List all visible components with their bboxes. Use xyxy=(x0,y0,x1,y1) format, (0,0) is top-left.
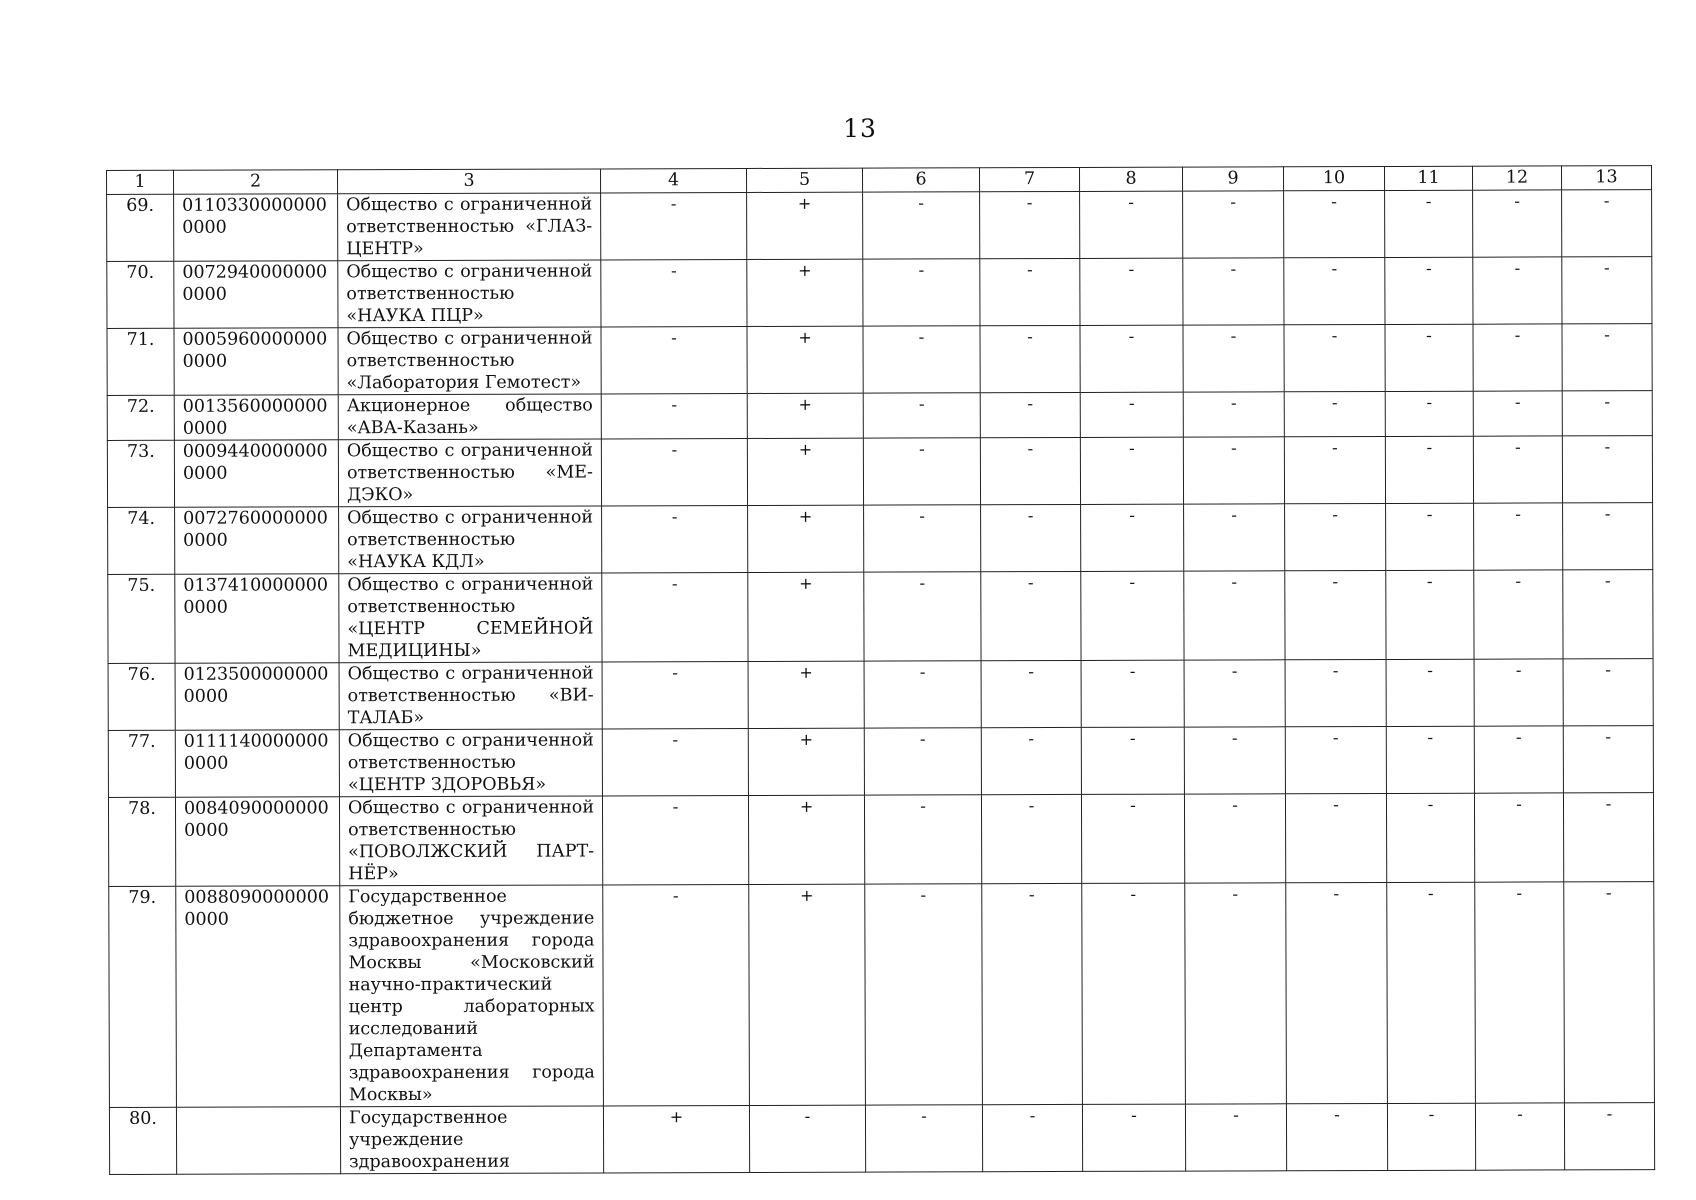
mark-cell: - xyxy=(1286,882,1388,1103)
mark-cell: - xyxy=(1564,882,1655,1103)
mark-cell: - xyxy=(601,438,747,505)
column-header: 5 xyxy=(746,168,862,192)
mark-cell: + xyxy=(748,572,864,661)
table-row xyxy=(108,726,1653,798)
mark-cell: - xyxy=(601,192,747,259)
mark-cell: - xyxy=(981,660,1081,727)
mark-cell: + xyxy=(747,326,863,393)
mark-cell: - xyxy=(1564,1103,1654,1170)
mark-cell: - xyxy=(601,259,747,326)
column-header: 8 xyxy=(1079,167,1182,191)
mark-cell: - xyxy=(863,438,980,505)
mark-cell: - xyxy=(1473,324,1562,391)
organization-name: Государственное учреждение здравоохранения xyxy=(340,1106,603,1174)
registry-code: 0009440000000 0000 xyxy=(174,440,338,508)
row-number: 75. xyxy=(108,574,175,663)
row-number: 70. xyxy=(107,261,174,328)
registry-code: 0005960000000 0000 xyxy=(174,328,338,396)
mark-cell: - xyxy=(602,795,748,884)
mark-cell: - xyxy=(1473,190,1562,257)
mark-cell: - xyxy=(1473,391,1562,436)
organization-name: Общество с ограниченной ответственностью «НАУКА КДЛ» xyxy=(339,506,602,574)
mark-cell: - xyxy=(1386,503,1474,570)
mark-cell: - xyxy=(1080,437,1183,504)
mark-cell: - xyxy=(865,884,983,1105)
mark-cell: - xyxy=(1285,659,1386,726)
column-header: 9 xyxy=(1182,167,1283,191)
column-header: 6 xyxy=(862,168,979,192)
column-header: 3 xyxy=(338,169,601,194)
mark-cell: - xyxy=(1473,436,1562,503)
mark-cell: + xyxy=(748,505,864,572)
row-number: 72. xyxy=(107,395,174,440)
row-number: 74. xyxy=(108,507,175,574)
mark-cell: - xyxy=(981,571,1081,660)
row-number: 73. xyxy=(107,440,174,507)
mark-cell: - xyxy=(863,259,980,326)
mark-cell: - xyxy=(1386,793,1474,882)
table-row xyxy=(107,436,1652,508)
mark-cell: - xyxy=(602,505,748,572)
column-header: 4 xyxy=(600,168,746,192)
mark-cell: - xyxy=(1183,437,1284,504)
table-row xyxy=(109,882,1655,1108)
table-row xyxy=(107,324,1652,396)
mark-cell: - xyxy=(1563,726,1653,793)
mark-cell: - xyxy=(1081,571,1184,660)
registry-code: 0072760000000 0000 xyxy=(175,507,339,575)
mark-cell: - xyxy=(1562,257,1652,324)
mark-cell: - xyxy=(1183,392,1284,437)
mark-cell: - xyxy=(864,661,981,728)
mark-cell: - xyxy=(1563,570,1653,659)
mark-cell: - xyxy=(1081,504,1184,571)
mark-cell: - xyxy=(864,728,981,795)
mark-cell: - xyxy=(1563,793,1653,882)
mark-cell: - xyxy=(1183,258,1284,325)
mark-cell: - xyxy=(749,1105,865,1172)
row-number: 78. xyxy=(108,797,175,886)
mark-cell: - xyxy=(981,504,1081,571)
mark-cell: - xyxy=(1184,727,1285,794)
mark-cell: - xyxy=(1386,570,1474,659)
mark-cell: - xyxy=(863,192,980,259)
registry-code: 0013560000000 0000 xyxy=(174,395,338,441)
mark-cell: - xyxy=(1385,257,1473,324)
mark-cell: - xyxy=(1185,1104,1286,1171)
mark-cell: - xyxy=(1080,191,1183,258)
column-header: 10 xyxy=(1283,166,1384,190)
mark-cell: + xyxy=(748,661,864,728)
mark-cell: - xyxy=(1563,659,1653,726)
mark-cell: - xyxy=(981,727,1081,794)
mark-cell: - xyxy=(1285,793,1386,882)
registry-code: 0123500000000 0000 xyxy=(175,663,339,731)
row-number: 71. xyxy=(107,328,174,395)
mark-cell: + xyxy=(747,393,863,438)
mark-cell: - xyxy=(1080,392,1183,437)
row-number: 76. xyxy=(108,663,175,730)
organization-name: Общество с ограниченной ответственностью «ГЛАЗ-ЦЕНТР» xyxy=(338,193,601,261)
organization-name: Государственное бюджетное учреждение здравоохранения города Москвы «Московский научно-практический центр лабораторных исследований Департамента здравоохранения города Москвы» xyxy=(340,885,604,1107)
column-header: 13 xyxy=(1561,166,1651,190)
mark-cell: - xyxy=(1562,190,1652,257)
mark-cell: - xyxy=(1284,391,1385,436)
mark-cell: - xyxy=(1474,503,1563,570)
registry-code: 0072940000000 0000 xyxy=(174,261,338,329)
registry-code: 0084090000000 0000 xyxy=(175,797,339,887)
mark-cell: - xyxy=(982,883,1083,1104)
row-number: 77. xyxy=(108,730,175,797)
mark-cell: - xyxy=(602,728,748,795)
mark-cell: - xyxy=(981,794,1081,883)
row-number: 80. xyxy=(109,1107,176,1174)
mark-cell: - xyxy=(1184,660,1285,727)
mark-cell: - xyxy=(982,1104,1082,1171)
mark-cell: - xyxy=(1473,257,1562,324)
organization-name: Общество с ограниченной ответственностью «НАУКА ПЦР» xyxy=(338,260,601,328)
mark-cell: - xyxy=(1563,503,1653,570)
organization-name: Общество с ограниченной ответственностью «ЦЕНТР ЗДОРОВЬЯ» xyxy=(339,729,602,797)
mark-cell: + xyxy=(603,1105,749,1172)
mark-cell: + xyxy=(747,192,863,259)
table-row xyxy=(108,659,1653,731)
mark-cell: + xyxy=(747,438,863,505)
row-number: 69. xyxy=(107,194,174,261)
mark-cell: - xyxy=(1387,1103,1475,1170)
mark-cell: - xyxy=(1562,324,1652,391)
table-row xyxy=(108,793,1653,887)
mark-cell: - xyxy=(980,258,1080,325)
table-row xyxy=(108,503,1653,575)
mark-cell: - xyxy=(1385,436,1473,503)
row-number: 79. xyxy=(109,886,177,1107)
mark-cell: - xyxy=(1474,793,1563,882)
mark-cell: - xyxy=(602,661,748,728)
mark-cell: + xyxy=(748,728,864,795)
mark-cell: - xyxy=(865,1105,982,1172)
mark-cell: + xyxy=(747,259,863,326)
mark-cell: - xyxy=(1562,436,1652,503)
mark-cell: - xyxy=(864,505,981,572)
mark-cell: - xyxy=(1184,571,1285,660)
table-row xyxy=(107,257,1652,329)
mark-cell: - xyxy=(1474,659,1563,726)
registry-code: 0110330000000 0000 xyxy=(174,194,338,262)
organization-name: Общество с ограниченной ответственностью «МЕ-ДЭКО» xyxy=(338,439,601,507)
mark-cell: - xyxy=(864,572,981,661)
column-header: 11 xyxy=(1384,166,1472,190)
mark-cell: - xyxy=(863,326,980,393)
mark-cell: - xyxy=(1184,794,1285,883)
registry-code: 0111140000000 0000 xyxy=(175,730,339,798)
column-header: 12 xyxy=(1472,166,1561,190)
table-row xyxy=(108,570,1653,664)
mark-cell: - xyxy=(1284,257,1385,324)
mark-cell: - xyxy=(1183,325,1284,392)
mark-cell: + xyxy=(748,795,864,884)
mark-cell: - xyxy=(980,437,1080,504)
registry-code: 0137410000000 0000 xyxy=(175,574,339,664)
mark-cell: - xyxy=(980,191,1080,258)
mark-cell: - xyxy=(1474,726,1563,793)
mark-cell: - xyxy=(601,393,747,438)
mark-cell: - xyxy=(1183,191,1284,258)
organization-name: Общество с ограниченной ответственностью «ЦЕНТР СЕМЕЙНОЙ МЕДИЦИНЫ» xyxy=(339,573,602,663)
mark-cell: - xyxy=(864,795,981,884)
mark-cell: - xyxy=(1082,883,1186,1104)
mark-cell: - xyxy=(863,393,980,438)
mark-cell: - xyxy=(1285,726,1386,793)
mark-cell: - xyxy=(1286,1103,1387,1170)
mark-cell: - xyxy=(1184,504,1285,571)
mark-cell: - xyxy=(1284,324,1385,391)
mark-cell: - xyxy=(1081,660,1184,727)
mark-cell: - xyxy=(601,326,747,393)
column-header: 7 xyxy=(979,167,1079,191)
mark-cell: - xyxy=(1562,391,1652,436)
mark-cell: - xyxy=(1474,570,1563,659)
page-number: 13 xyxy=(843,114,877,143)
mark-cell: - xyxy=(1285,503,1386,570)
mark-cell: - xyxy=(980,392,1080,437)
table-row xyxy=(107,190,1652,262)
mark-cell: - xyxy=(603,884,750,1105)
mark-cell: - xyxy=(1385,391,1473,436)
registry-table xyxy=(106,165,1655,1175)
mark-cell: - xyxy=(1475,882,1565,1103)
mark-cell: - xyxy=(980,325,1080,392)
mark-cell: + xyxy=(749,884,866,1105)
mark-cell: - xyxy=(1285,570,1386,659)
mark-cell: - xyxy=(1284,436,1385,503)
column-header: 2 xyxy=(174,170,338,195)
mark-cell: - xyxy=(1386,726,1474,793)
mark-cell: - xyxy=(1080,325,1183,392)
mark-cell: - xyxy=(1081,727,1184,794)
mark-cell: - xyxy=(1185,883,1287,1104)
mark-cell: - xyxy=(1284,190,1385,257)
organization-name: Общество с ограниченной ответственностью «ПОВОЛЖСКИЙ ПАРТ-НЁР» xyxy=(339,796,602,886)
organization-name: Общество с ограниченной ответственностью «Лаборатория Гемотест» xyxy=(338,327,601,395)
column-header: 1 xyxy=(107,170,174,194)
registry-code: 0088090000000 0000 xyxy=(176,886,341,1108)
mark-cell: - xyxy=(1387,882,1476,1103)
mark-cell: - xyxy=(1386,659,1474,726)
mark-cell: - xyxy=(1080,258,1183,325)
mark-cell: - xyxy=(1081,794,1184,883)
organization-name: Общество с ограниченной ответственностью «ВИ-ТАЛАБ» xyxy=(339,662,602,730)
table-row xyxy=(109,1103,1654,1175)
mark-cell: - xyxy=(1475,1103,1564,1170)
mark-cell: - xyxy=(1385,324,1473,391)
mark-cell: - xyxy=(1385,190,1473,257)
organization-name: Акционерное общество «АВА-Казань» xyxy=(338,394,601,440)
mark-cell: - xyxy=(1082,1104,1185,1171)
mark-cell: - xyxy=(602,572,748,661)
table-body xyxy=(107,190,1655,1175)
table-row xyxy=(107,391,1652,441)
registry-code xyxy=(176,1107,340,1175)
